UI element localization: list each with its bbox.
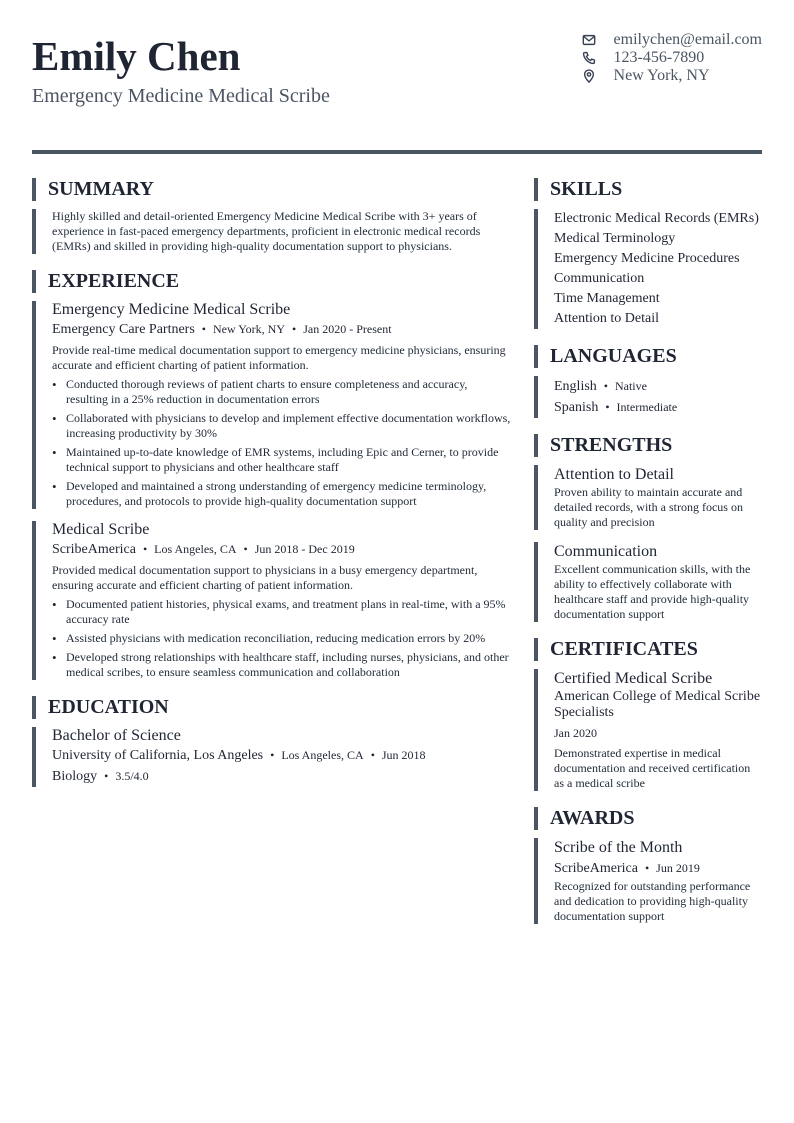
- job-bullet: • Assisted physicians with medication reconciliation, reducing medication errors by 20%: [52, 631, 512, 646]
- contact-phone[interactable]: [582, 49, 762, 67]
- job-description: Provide real-time medical documentation support to emergency medicine physicians, ensuring accurate and efficient charting of patient information.: [52, 343, 506, 372]
- job-bullet: • Developed and maintained a strong understanding of emergency medicine terminology, procedures, and protocols to provide high-quality documentation support: [52, 479, 512, 509]
- location-pin-icon: [582, 69, 596, 83]
- education-heading: EDUCATION: [32, 696, 512, 719]
- strength-title: Attention to Detail: [554, 466, 674, 483]
- job-bullet: • Maintained up-to-date knowledge of EMR systems, including Epic and Cerner, to provide technical support to physicians and other healthcare staff: [52, 445, 512, 475]
- school-name: University of California, Los Angeles: [52, 748, 264, 763]
- mail-icon: [582, 33, 596, 47]
- summary-text: Highly skilled and detail-oriented Emergency Medicine Medical Scribe with 3+ years of experience in fast-paced emergency departments, proficient in electronic medical records (EMRs) and skilled in providing high-quality documentation support to physicians.: [52, 209, 481, 253]
- side-column: [534, 178, 762, 924]
- strength-entry: [534, 542, 762, 622]
- phone-text[interactable]: 123-456-7890: [613, 49, 705, 66]
- skill-item: Communication: [554, 271, 645, 286]
- job-bullets: [52, 597, 512, 680]
- strength-title: Communication: [554, 543, 658, 560]
- experience-heading: EXPERIENCE: [32, 270, 512, 293]
- award-entry: [534, 838, 762, 924]
- award-title: Scribe of the Month: [554, 839, 683, 856]
- language-level: Intermediate: [616, 400, 678, 414]
- experience-entry: [32, 521, 512, 680]
- awards-heading: AWARDS: [534, 807, 762, 830]
- job-bullets: [52, 377, 512, 509]
- award-issuer: ScribeAmerica: [554, 861, 638, 876]
- certificate-title: Certified Medical Scribe: [554, 670, 713, 687]
- language-name: Spanish: [554, 400, 599, 415]
- certificate-issuer: American College of Medical Scribe Specialists: [554, 689, 761, 720]
- skill-item: Attention to Detail: [554, 311, 659, 326]
- contact-email[interactable]: [582, 31, 762, 49]
- strengths-heading: STRENGTHS: [534, 434, 762, 457]
- strength-text: Excellent communication skills, with the ability to effectively collaborate with healthcare staff and provide high-quality documentation support: [554, 562, 751, 621]
- skills-list: [534, 209, 762, 329]
- job-description: Provided medical documentation support to physicians in a busy emergency department, ensuring accurate and efficient charting of patient information.: [52, 563, 478, 592]
- email-text[interactable]: emilychen@email.com: [613, 31, 762, 48]
- language-name: English: [554, 379, 597, 394]
- contact-info: [582, 31, 762, 85]
- language-level: Native: [614, 379, 647, 393]
- graduation-date: Jun 2018: [381, 748, 426, 762]
- strength-entry: [534, 465, 762, 530]
- location-text: New York, NY: [613, 67, 710, 84]
- strength-text: Proven ability to maintain accurate and detailed records, with a strong focus on quality and precision: [554, 485, 743, 529]
- job-title: Emergency Medicine Medical Scribe: [52, 301, 291, 318]
- languages-list: [534, 376, 762, 418]
- gpa: 3.5/4.0: [115, 769, 149, 783]
- certificate-text: Demonstrated expertise in medical documentation and received certification as a medical scribe: [554, 746, 751, 790]
- header-divider: [32, 150, 762, 154]
- contact-location: [582, 67, 762, 85]
- skill-item: Electronic Medical Records (EMRs): [554, 211, 759, 226]
- skills-heading: SKILLS: [534, 178, 762, 201]
- job-meta: ScribeAmerica • Los Angeles, CA • Jun 2018 - Dec 2019: [52, 542, 355, 557]
- job-location: New York, NY: [213, 322, 286, 336]
- degree: Bachelor of Science: [52, 727, 181, 744]
- experience-entry: [32, 301, 512, 509]
- candidate-title: Emergency Medicine Medical Scribe: [32, 85, 330, 107]
- award-date: Jun 2019: [656, 861, 700, 875]
- job-location: Los Angeles, CA: [154, 542, 237, 556]
- job-bullet: • Collaborated with physicians to develop and implement effective documentation workflows, increasing productivity by 30%: [52, 411, 512, 441]
- certificate-entry: [534, 669, 762, 791]
- candidate-name: Emily Chen: [32, 33, 241, 79]
- language-item: Spanish • Intermediate: [554, 400, 678, 415]
- skill-item: Medical Terminology: [554, 231, 676, 246]
- languages-heading: LANGUAGES: [534, 345, 762, 368]
- language-item: English • Native: [554, 379, 647, 394]
- job-dates: Jun 2018 - Dec 2019: [254, 542, 355, 556]
- education-meta: University of California, Los Angeles • Los Angeles, CA • Jun 2018: [52, 748, 426, 763]
- award-text: Recognized for outstanding performance and dedication to providing high-quality documentation support: [554, 879, 751, 923]
- award-meta: ScribeAmerica • Jun 2019: [554, 861, 700, 876]
- job-title: Medical Scribe: [52, 521, 150, 538]
- skill-item: Time Management: [554, 291, 660, 306]
- job-company: Emergency Care Partners: [52, 322, 195, 337]
- summary-block: [32, 209, 512, 254]
- school-location: Los Angeles, CA: [281, 748, 364, 762]
- main-column: [32, 178, 512, 787]
- major: Biology: [52, 769, 98, 784]
- skill-item: Emergency Medicine Procedures: [554, 251, 740, 266]
- job-bullet: • Developed strong relationships with healthcare staff, including nurses, physicians, and other medical scribes, to ensure seamless communication and collaboration: [52, 650, 512, 680]
- resume-header: [32, 30, 762, 130]
- certificates-heading: CERTIFICATES: [534, 638, 762, 661]
- job-meta: Emergency Care Partners • New York, NY • Jan 2020 - Present: [52, 322, 392, 337]
- job-company: ScribeAmerica: [52, 542, 136, 557]
- job-dates: Jan 2020 - Present: [303, 322, 392, 336]
- phone-icon: [582, 51, 596, 65]
- education-entry: [32, 727, 512, 787]
- certificate-date: Jan 2020: [554, 726, 597, 740]
- job-bullet: • Documented patient histories, physical exams, and treatment plans in real-time, with a 95% accuracy rate: [52, 597, 512, 627]
- job-bullet: • Conducted thorough reviews of patient charts to ensure completeness and accuracy, resulting in a 25% reduction in documentation errors: [52, 377, 512, 407]
- summary-heading: SUMMARY: [32, 178, 512, 201]
- education-major-row: Biology • 3.5/4.0: [52, 769, 149, 784]
